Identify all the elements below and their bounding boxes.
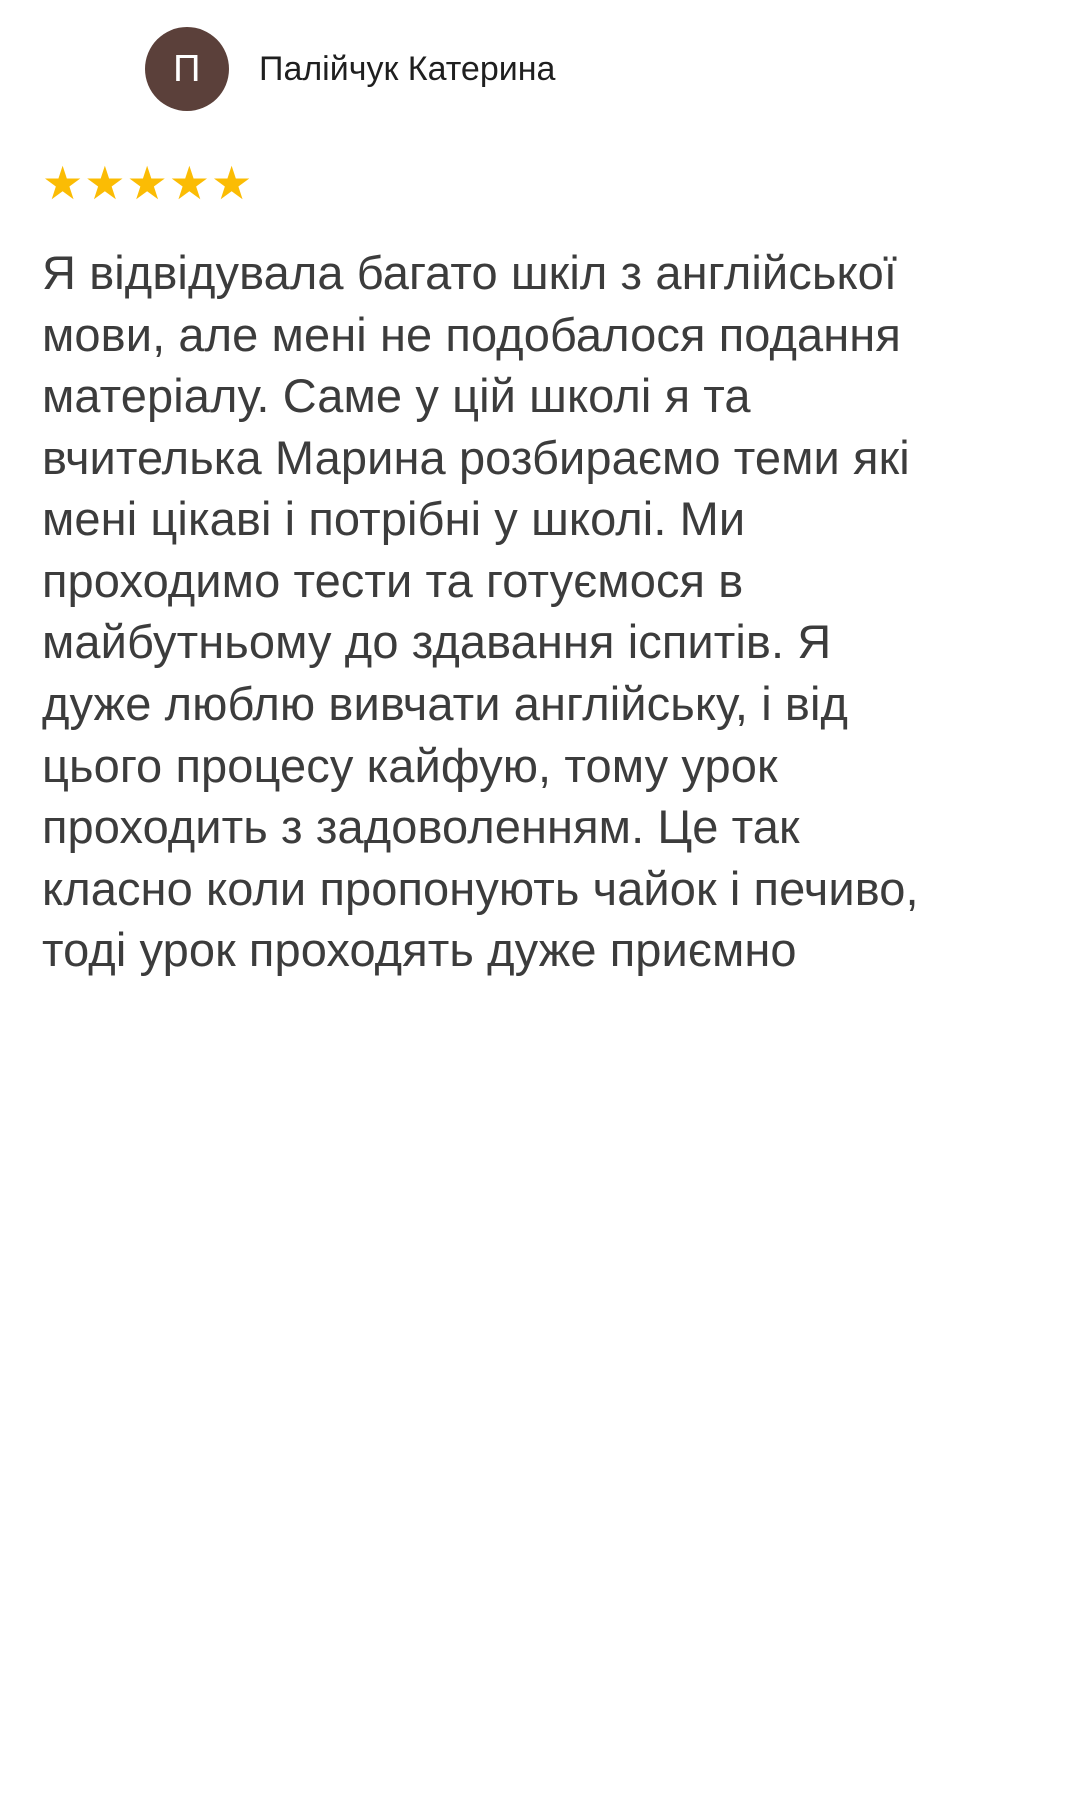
star-icon: ★ (84, 157, 127, 209)
star-icon: ★ (126, 157, 169, 209)
reviewer-name: Палійчук Катерина (259, 49, 556, 88)
star-icon: ★ (211, 157, 254, 209)
reviewer-header (40, 26, 1040, 112)
star-icon: ★ (42, 157, 85, 209)
avatar: П (145, 27, 229, 111)
star-icon: ★ (168, 157, 211, 209)
review-body-text: Я відвідувала багато шкіл з англійської мови, але мені не подобалося подання матеріалу. Саме у цій школі я та вчителька Марина розбираємо теми які мені цікаві і потрібні у школі. Ми проходимо тести та готуємося в майбутньому до здавання іспитів. Я дуже люблю вивчати англійську, і від цього процесу кайфую, тому урок проходить з задоволенням. Це так класно коли пропонують чайок і печиво, тоді урок проходять дуже приємно (42, 246, 919, 977)
rating-stars (40, 157, 1040, 209)
